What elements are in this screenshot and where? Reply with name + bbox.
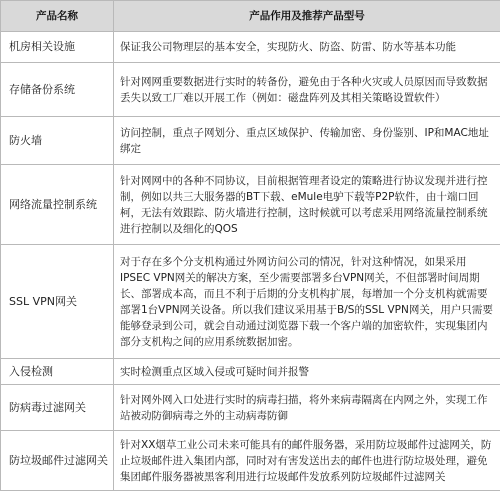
table-row — [1, 165, 500, 245]
product-desc-cell: 保证我公司物理层的基本安全，实现防火、防盗、防雷、防水等基本功能 — [114, 32, 500, 63]
product-desc-cell: 针对网网重要数据进行实时的转备份，避免由于各种火灾或人员原因而导致数据丢失以致工厂难以开展工作（例如：磁盘阵列及其相关策略设置软件） — [114, 63, 500, 117]
product-name-cell: 机房相关设施 — [1, 32, 114, 63]
table-row — [1, 431, 500, 491]
product-name-cell: 防垃圾邮件过滤网关 — [1, 431, 114, 491]
table-row — [1, 245, 500, 359]
table-row — [1, 117, 500, 165]
product-name-cell: SSL VPN网关 — [1, 245, 114, 359]
table-row — [1, 359, 500, 385]
product-desc-cell: 实时检测重点区域入侵或可疑时间并报警 — [114, 359, 500, 385]
product-name-cell: 防病毒过滤网关 — [1, 385, 114, 431]
table-row — [1, 32, 500, 63]
table-row — [1, 385, 500, 431]
product-name-cell: 存储备份系统 — [1, 63, 114, 117]
product-desc-cell: 针对网外网入口处进行实时的病毒扫描，将外来病毒隔离在内网之外，实现工作站被动防御病毒之外的主动病毒防御 — [114, 385, 500, 431]
header-product-name: 产品名称 — [1, 1, 114, 32]
header-product-function: 产品作用及推荐产品型号 — [114, 1, 500, 32]
product-name-cell: 网络流量控制系统 — [1, 165, 114, 245]
product-name-cell: 入侵检测 — [1, 359, 114, 385]
product-desc-cell: 访问控制，重点子网划分、重点区域保护、传输加密、身份鉴别、IP和MAC地址绑定 — [114, 117, 500, 165]
table-row — [1, 63, 500, 117]
product-desc-cell: 对于存在多个分支机构通过外网访问公司的情况，针对这种情况，如果采用IPSEC VPN网关的解决方案，至少需要部署多台VPN网关，不但部署时间周期长、部署成本高，而且不利于后期的分支机构扩展，每增加一个分支机构就需要部署1台VPN网关设备。所以我们建议采用基于B/S的SSL VPN网关，用户只需要能够登录到公司，就会自动通过浏览器下载一个客户端的加密软件，实现集团内部分支机构之间的应用系统数据加密。 — [114, 245, 500, 359]
product-name-cell: 防火墙 — [1, 117, 114, 165]
header-row — [1, 1, 500, 32]
product-desc-cell: 针对网网中的各种不同协议，目前根据管理者设定的策略进行协议发现并进行控制，例如以共三大服务器的BT下载、eMule电驴下载等P2P软件，由十端口回柯，无法有效跟踪、防火墙进行控制，这时候就可以考虑采用网络流量控制系统进行控制以及细化的QOS — [114, 165, 500, 245]
product-desc-cell: 针对XX烟草工业公司未来可能具有的邮件服务器，采用防垃圾邮件过滤网关，防止垃圾邮件进入集团内部，同时对有害发送出去的邮件也进行防垃圾处理，避免集团邮件服务器被黑客利用进行垃圾邮件发放系列防垃圾邮件过滤网关 — [114, 431, 500, 491]
